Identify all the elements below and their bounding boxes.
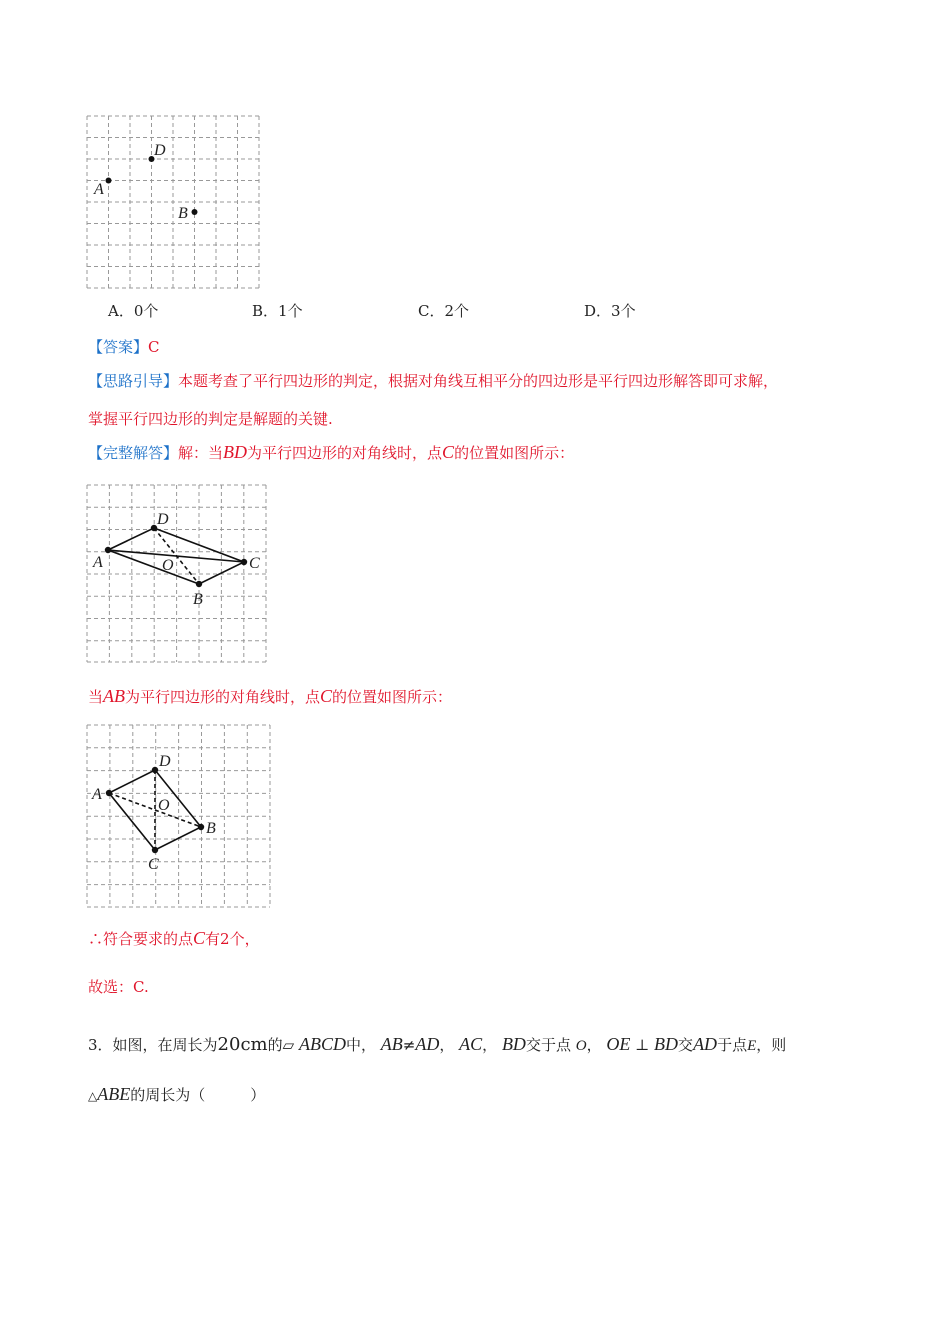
point-a	[105, 547, 111, 553]
option-a[interactable]	[108, 300, 158, 321]
solution-p1-bd: BD	[223, 442, 248, 462]
point-a	[106, 790, 112, 796]
q3-perp: ⊥	[635, 1036, 650, 1054]
label-c: C	[148, 856, 159, 873]
label-b: B	[178, 205, 188, 222]
answer-tag: 【答案】	[88, 338, 149, 356]
figure-1-grid	[86, 115, 262, 291]
q3-e: E	[747, 1038, 757, 1054]
solution-p2-c: C	[320, 686, 333, 706]
option-b[interactable]	[252, 300, 303, 321]
q3-t1: 的	[267, 1036, 283, 1054]
q3-comma1: ，	[439, 1036, 455, 1054]
q3-neq: ≠	[402, 1036, 416, 1054]
q3-t4: 交	[678, 1036, 694, 1054]
label-b: B	[193, 591, 203, 608]
answer-line	[88, 336, 160, 357]
solution-p3-b: 有	[205, 930, 221, 948]
option-d[interactable]	[584, 300, 636, 321]
point-c	[152, 847, 158, 853]
q3-comma3: ，	[586, 1036, 602, 1054]
q3-t6: ，则	[756, 1036, 787, 1054]
q3-ad2: AD	[693, 1034, 718, 1054]
solution-p2-d: 的位置如图所示：	[332, 688, 453, 706]
solution-line-4: 故选：C.	[88, 978, 149, 996]
q3-unit: cm	[240, 1034, 268, 1055]
q3-t5: 于点	[717, 1036, 748, 1054]
option-c-letter: C．	[418, 302, 445, 320]
label-b: B	[206, 820, 216, 837]
label-c: C	[249, 555, 260, 572]
solution-line-1	[88, 442, 574, 463]
q3-bd2: BD	[654, 1034, 679, 1054]
q3-ab: AB	[380, 1034, 403, 1054]
q3-num: 3．如图，在周长为	[88, 1036, 218, 1054]
figure-2-grid	[86, 484, 268, 664]
option-b-letter: B．	[252, 302, 279, 320]
q3-abe: ABE	[97, 1084, 131, 1104]
point-b	[192, 209, 198, 215]
label-a: A	[94, 181, 104, 198]
q3-t3: 交于点	[525, 1036, 571, 1054]
point-c	[241, 559, 247, 565]
q3-tri-symbol: △	[88, 1089, 98, 1103]
label-o: O	[158, 797, 170, 814]
answer-value: C	[148, 338, 160, 356]
q3-ac: AC	[459, 1034, 483, 1054]
solution-p3-c: C	[193, 928, 206, 948]
q3-ad: AD	[415, 1034, 440, 1054]
hint-line-2: 掌握平行四边形的判定是解题的关键.	[88, 410, 333, 428]
q3-abcd: ABCD	[298, 1034, 346, 1054]
question-3-line-2	[88, 1084, 265, 1105]
q3-t7: 的周长为（ ）	[130, 1086, 266, 1104]
solution-p3-n: 2	[220, 930, 230, 948]
solution-line-2	[88, 686, 452, 707]
question-3-line-1	[88, 1034, 786, 1055]
option-a-text: 0个	[133, 302, 159, 320]
q3-t2: 中，	[345, 1036, 376, 1054]
solution-p2-ab: AB	[103, 686, 126, 706]
figure-3-grid	[86, 724, 272, 910]
solution-p2-b: 为平行四边形的对角线时，点	[125, 688, 321, 706]
label-d: D	[157, 511, 169, 528]
solution-p1-d: 的位置如图所示：	[454, 444, 575, 462]
point-d	[152, 767, 158, 773]
solution-p3-d: 个，	[229, 930, 260, 948]
solution-tag: 【完整解答】	[88, 444, 179, 462]
label-o: O	[162, 557, 174, 574]
q3-perimeter: 20	[217, 1034, 241, 1055]
solution-p1-c: C	[442, 442, 455, 462]
point-b	[198, 824, 204, 830]
option-a-letter: A．	[108, 302, 134, 320]
solution-p1-b: 为平行四边形的对角线时，点	[247, 444, 443, 462]
solution-line-3	[88, 928, 260, 949]
hint-line-1	[88, 370, 778, 391]
point-a	[106, 178, 112, 184]
option-b-text: 1个	[278, 302, 303, 320]
q3-o: O	[575, 1038, 587, 1054]
label-a: A	[92, 786, 102, 803]
option-d-letter: D．	[584, 302, 612, 320]
hint-text-1: 本题考查了平行四边形的判定，根据对角线互相平分的四边形是平行四边形解答即可求解，	[178, 372, 779, 390]
solution-p3-a: ∴符合要求的点	[88, 930, 194, 948]
label-d: D	[159, 753, 171, 770]
label-a: A	[93, 554, 103, 571]
solution-p2-a: 当	[88, 688, 104, 706]
q3-oe: OE	[606, 1034, 631, 1054]
option-c-text: 2个	[444, 302, 470, 320]
point-b	[196, 581, 202, 587]
q3-bd: BD	[501, 1034, 526, 1054]
label-d: D	[154, 142, 166, 159]
option-c[interactable]	[418, 300, 469, 321]
hint-tag: 【思路引导】	[88, 372, 179, 390]
q3-para-symbol: ▱	[282, 1036, 295, 1054]
solution-p1-a: 解：当	[178, 444, 224, 462]
q3-comma2: ，	[482, 1036, 498, 1054]
option-d-text: 3个	[611, 302, 636, 320]
